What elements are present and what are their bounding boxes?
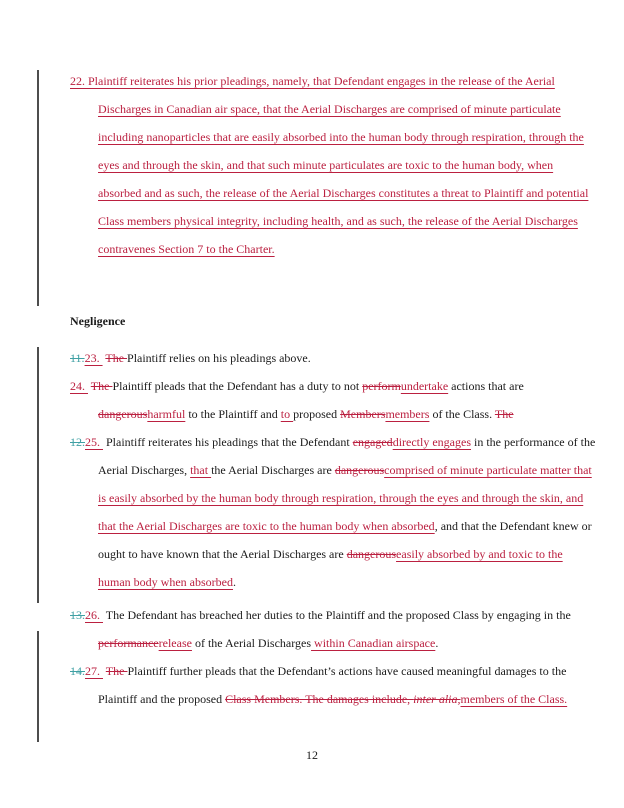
text-run-del: dangerous bbox=[98, 407, 148, 421]
text-run-del: Members bbox=[340, 407, 386, 421]
text-run-oldnum: 12. bbox=[70, 435, 85, 449]
text-run-ins: directly engages bbox=[392, 435, 471, 449]
text-run-del: performance bbox=[98, 636, 159, 650]
para-25 bbox=[70, 428, 598, 596]
text-run-txt: the Aerial Discharges are bbox=[211, 463, 335, 477]
text-run-ins: members of the Class. bbox=[460, 692, 568, 706]
text-run-delital: inter alia, bbox=[413, 692, 461, 706]
text-run-ins: 25. bbox=[85, 435, 103, 449]
text-run-del: The bbox=[494, 407, 514, 421]
text-run-ins: release bbox=[158, 636, 192, 650]
text-run-txt: . bbox=[232, 575, 236, 589]
text-run-del: The bbox=[105, 664, 128, 678]
text-run-txt: . bbox=[435, 636, 439, 650]
text-run-ins: undertake bbox=[400, 379, 449, 393]
text-run-oldnum: 14. bbox=[70, 664, 85, 678]
text-run-ins: 26. bbox=[85, 608, 103, 622]
text-run-ins: 23. bbox=[84, 351, 103, 365]
text-run-txt: Plaintiff relies on his pleadings above. bbox=[127, 351, 311, 365]
text-run-del: The bbox=[90, 379, 113, 393]
text-run-ins: within Canadian airspace bbox=[311, 636, 436, 650]
text-run-txt: Plaintiff pleads that the Defendant has a duty to not bbox=[112, 379, 363, 393]
page-number: 12 bbox=[306, 748, 318, 762]
heading-negligence bbox=[70, 307, 570, 335]
text-run-ins: 24. bbox=[70, 379, 88, 393]
text-run-txt: Plaintiff reiterates his pleadings that the Defendant bbox=[103, 435, 353, 449]
text-run-ins: comprised of minute particulate matter that is easily absorbed by the human body through respiration, through the eyes and through the skin, and that the Aerial Discharges are toxic to the human body when absorbed bbox=[98, 463, 592, 533]
text-run-del: The bbox=[105, 351, 128, 365]
document-body bbox=[70, 0, 596, 808]
text-run-txt: proposed bbox=[293, 407, 341, 421]
text-run-del: engaged bbox=[352, 435, 393, 449]
text-run-ins: that bbox=[190, 463, 212, 477]
para-22 bbox=[70, 67, 598, 263]
text-run-ins: to bbox=[280, 407, 294, 421]
para-27 bbox=[70, 657, 598, 713]
text-run-del: dangerous bbox=[334, 463, 385, 477]
text-run-txt: in the performance of the Aerial Discharges, bbox=[98, 435, 596, 477]
text-run-txt: Negligence bbox=[70, 314, 126, 328]
text-run-txt: , and that the Defendant knew or ought to have known that the Aerial Discharges are bbox=[98, 519, 592, 561]
text-run-txt: of the Class. bbox=[429, 407, 495, 421]
change-bar-segment-3 bbox=[37, 631, 39, 742]
text-run-ins: 22. Plaintiff reiterates his prior pleadings, namely, that Defendant engages in the release of the Aerial Discharges in Canadian air space, that the Aerial Discharges are comprised of minute particulate including nanoparticles that are easily absorbed into the human body through respiration, through the eyes and through the skin, and that such minute particulates are toxic to the human body, when absorbed and as such, the release of the Aerial Discharges constitutes a threat to Plaintiff and potential Class members physical integrity, including health, and as such, the release of the Aerial Discharges contravenes Section 7 to the Charter. bbox=[70, 74, 589, 256]
text-run-del: dangerous bbox=[346, 547, 397, 561]
text-run-del: Class Members. The damages include, bbox=[225, 692, 414, 706]
text-run-oldnum: 13. bbox=[70, 608, 85, 622]
para-23 bbox=[70, 344, 598, 372]
change-bar-segment-1 bbox=[37, 70, 39, 306]
para-24 bbox=[70, 372, 598, 428]
text-run-ins: easily absorbed by and toxic to the human body when absorbed bbox=[98, 547, 563, 589]
text-run-oldnum: 11. bbox=[70, 351, 85, 365]
text-run-txt: of the Aerial Discharges bbox=[191, 636, 312, 650]
text-run-txt: Plaintiff further pleads that the Defendant’s actions have caused meaningful damages to the Plaintiff and the proposed bbox=[98, 664, 567, 706]
change-bar-segment-2 bbox=[37, 347, 39, 603]
text-run-txt: The Defendant has breached her duties to the Plaintiff and the proposed Class by engaging in the bbox=[103, 608, 571, 622]
text-run-txt: actions that are bbox=[448, 379, 524, 393]
text-run-ins: harmful bbox=[147, 407, 186, 421]
text-run-ins: members bbox=[385, 407, 430, 421]
para-26 bbox=[70, 601, 598, 657]
text-run-del: perform bbox=[362, 379, 401, 393]
text-run-ins: 27. bbox=[85, 664, 103, 678]
text-run-txt: to the Plaintiff and bbox=[185, 407, 281, 421]
